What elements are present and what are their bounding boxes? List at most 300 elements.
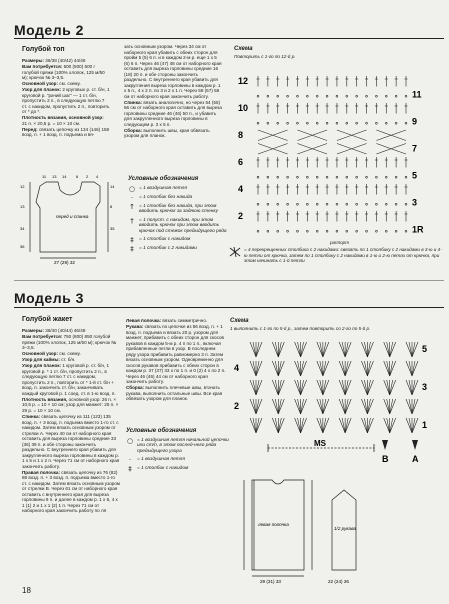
fan-stitch — [323, 380, 326, 395]
chain-stitch — [316, 230, 318, 232]
fan-stitch — [275, 380, 278, 395]
fan-stitch — [364, 418, 367, 433]
fan-stitch — [278, 418, 284, 433]
fan-stitch — [320, 342, 323, 357]
model2-schematic-number: 11 — [42, 174, 47, 179]
stitch-symbol-icon: · — [130, 194, 134, 202]
chain-stitch — [366, 203, 368, 205]
fan-stitch — [342, 418, 345, 433]
chain-stitch — [267, 176, 269, 178]
model2-left-paragraph: Перед: связать цепочку из 134 (146) 158 возд. п. + 1 возд. п. подъема и вя- — [22, 126, 110, 138]
chain-stitch — [395, 230, 397, 232]
fan-stitch — [323, 361, 329, 376]
fan-stitch — [367, 380, 373, 395]
fan-stitch — [278, 342, 284, 357]
chain-stitch — [336, 203, 338, 205]
model3-legend — [126, 438, 232, 475]
model3-arrow-b-label: B — [382, 454, 389, 464]
chain-stitch — [395, 203, 397, 205]
model2-mid-paragraph: Спинка: вязать аналогично, но через 54 (55) 56 см от наборного края оставить для выреза горловины средние 46 (46) 50 п., и убавить для закругленного выреза горловины в следующем р. 3 х 5 п. — [124, 99, 222, 127]
fan-stitch — [275, 418, 278, 433]
model2-legend — [128, 186, 233, 255]
model2-stitch-chart — [236, 62, 436, 242]
chain-stitch — [376, 203, 378, 205]
fan-stitch — [390, 380, 396, 395]
fan-stitch — [390, 380, 393, 395]
fan-stitch — [364, 399, 367, 414]
model3-chart-markers — [262, 438, 442, 468]
model3-sleeve-label: 1/2 рукава — [334, 526, 356, 531]
chain-stitch — [376, 122, 378, 124]
fan-stitch — [298, 342, 301, 357]
chain-stitch — [346, 176, 348, 178]
model2-row-number-right: 3 — [412, 197, 418, 208]
fan-stitch — [387, 399, 390, 414]
fan-stitch — [301, 399, 307, 414]
model2-left-paragraph: Основной узор: см. схему. — [22, 81, 81, 87]
model3-mid-paragraph: Сборка: выполнить плечевые швы, втачать рукава, выполнить остальные швы. Все края обвязать узором для планок. — [126, 385, 223, 402]
model3-legend-item — [126, 457, 232, 463]
chain-stitch — [287, 176, 289, 178]
model3-jacket-schematic — [232, 470, 442, 590]
chain-stitch — [267, 95, 269, 97]
model3-legend-item — [126, 466, 232, 472]
fan-stitch — [278, 380, 284, 395]
chain-stitch — [326, 95, 328, 97]
model2-schematic-number: 13 — [20, 204, 25, 209]
fan-stitch — [317, 418, 323, 433]
chain-stitch — [306, 176, 308, 178]
model2-schematic-number: 2 — [86, 174, 89, 179]
fan-stitch — [278, 399, 281, 414]
fan-stitch — [387, 418, 390, 433]
fan-stitch — [298, 361, 301, 376]
fan-stitch — [361, 380, 367, 395]
model2-legend-text: = 1 воздушная петля — [139, 186, 187, 191]
model2-schematic-number: 35 — [110, 226, 115, 231]
chain-stitch — [326, 203, 328, 205]
fan-stitch — [256, 380, 262, 395]
fan-stitch — [298, 380, 301, 395]
fan-stitch — [320, 418, 323, 433]
fan-stitch — [384, 380, 390, 395]
crossed-stitch-icon — [228, 246, 242, 258]
model3-row-number-left: 2 — [234, 401, 240, 411]
fan-stitch — [367, 418, 373, 433]
fan-stitch — [361, 399, 367, 414]
stitch-symbol-icon: ↑ — [129, 203, 135, 211]
fan-stitch — [367, 342, 370, 357]
model2-left-paragraph: Вам потребуется: 500 (500) 600 г голубой пряжи (100% хлопок, 125 м/50 м); крючок № 3–3,5. — [22, 64, 105, 81]
chain-stitch — [287, 122, 289, 124]
model2-row-number-right: 9 — [412, 116, 418, 127]
chain-stitch — [257, 176, 259, 178]
chain-stitch — [267, 203, 269, 205]
model2-schematic-number: 8 — [110, 204, 113, 209]
fan-stitch — [323, 342, 326, 357]
fan-stitch — [345, 361, 348, 376]
model3-row-number-right: 3 — [422, 382, 428, 392]
model3-legend-title: Условные обозначения — [126, 428, 197, 434]
model2-chart-label: Схема — [234, 46, 253, 52]
model2-text-mid — [124, 44, 222, 152]
chain-stitch — [277, 122, 279, 124]
fan-stitch — [317, 361, 323, 376]
model2-row-number-left: 12 — [238, 76, 249, 86]
model2-schematic-number: 4 — [96, 174, 99, 179]
chain-stitch — [385, 176, 387, 178]
chain-stitch — [356, 95, 358, 97]
fan-stitch — [256, 399, 259, 414]
chain-stitch — [336, 176, 338, 178]
fan-stitch — [250, 342, 256, 357]
fan-stitch — [339, 418, 345, 433]
model2-left-paragraph: Узор для планок: 2 круговых р. ст. б/н, 1 круговой р. "рачий шаг" — 1 ст. б/н, пропустить 2 п., в следующую петлю 7 ст. с накидом, пропустить 2 п., повторить от * до *. — [22, 87, 110, 115]
fan-stitch — [323, 418, 326, 433]
model2-legend-item — [128, 246, 233, 252]
model2-subtitle: Голубой топ — [22, 46, 65, 53]
model3-stitch-chart — [232, 332, 442, 442]
fan-stitch — [387, 380, 390, 395]
model3-chart-caption: 1 выполнить с 1-го по 5-й р., затем повторить со 2-го по 5-й р. — [230, 326, 371, 331]
fan-stitch — [295, 380, 301, 395]
model3-text-mid — [126, 318, 226, 424]
chain-stitch — [395, 176, 397, 178]
fan-stitch — [390, 361, 396, 376]
model2-title-rule — [14, 38, 444, 39]
fan-stitch — [323, 342, 329, 357]
fan-stitch — [406, 418, 412, 433]
model3-left-paragraph: Правая полочка: связать цепочку из 76 (82) 88 возд. п. + 3 возд. п. подъема вместо 1-го ст. с накидом. Затем вязать основным узором от стрелки В. Через 61 см от наборного края оставить с внутреннего края для выреза горловины 9 п. и далее в каждом р. 1 х 6, 4 х 1 (1) 2 и 1 х 1 (2) 1 п. Через 71 см от наборного края закончить работу по ля — [22, 469, 120, 514]
fan-stitch — [367, 399, 373, 414]
model2-legend-text: = 1 полуст. с накидом, при этом вводить крючок при этом вводить крючок под стежок предыдущего ряда — [139, 217, 227, 234]
model2-title: Модель 2 — [14, 22, 84, 38]
chart-stitches — [257, 76, 408, 232]
chain-stitch — [336, 95, 338, 97]
fan-stitch — [409, 342, 412, 357]
fan-stitch — [301, 418, 307, 433]
model3-mid-paragraph: Рукава: связать по цепочке из 56 возд. п. + 1 возд. п. подъема и вязать 20 р. узором для манжет, прибавить с обеих сторон для скосов рукавов в каждом 5-м р. 4 п по 1 п., включая прибавленные петли в узор. В последнем ряду узора прибавить равномерно 3 п. Затем вязать основным узором. Одновременно для скосов рукавов прибавить с обеих сторон в каждом р. 37 (37) 33 х по 1 п. и 0 (2) 4 х по 2 п. Через 46 (46) 44 см от наборного края закончить работу. — [126, 324, 226, 385]
fan-stitch — [409, 418, 412, 433]
fan-stitch — [317, 380, 323, 395]
model3-legend-text: = 1 воздушная петля начальной цепочки или ст/п, в этом послед-него ряда предыдущего узора — [137, 438, 229, 454]
model2-legend-item — [128, 186, 233, 192]
fan-stitch — [275, 361, 278, 376]
chain-stitch — [346, 230, 348, 232]
model2-row-number-left: 6 — [238, 157, 244, 167]
fan-stitch — [364, 361, 367, 376]
fan-stitch — [409, 380, 412, 395]
fan-stitch — [361, 342, 367, 357]
fan-stitch — [345, 399, 348, 414]
chain-stitch — [346, 95, 348, 97]
fan-stitch — [323, 380, 329, 395]
chain-stitch — [326, 230, 328, 232]
model2-row-number-right: 1R — [412, 224, 424, 235]
model2-row-number-left: 10 — [238, 103, 249, 113]
model3-mid-paragraph: Левая полочка: вязать симметрично. — [126, 318, 208, 323]
model3-legend-text: = 1 столбик с накидом — [137, 466, 189, 472]
chain-stitch — [366, 176, 368, 178]
chain-stitch — [257, 230, 259, 232]
fan-stitch — [278, 361, 284, 376]
chain-stitch — [376, 176, 378, 178]
chain-stitch — [257, 122, 259, 124]
fan-stitch — [412, 342, 415, 357]
model3-subtitle: Голубой жакет — [22, 316, 73, 323]
chain-stitch — [306, 230, 308, 232]
fan-stitch — [250, 361, 256, 376]
model2-row-number-right: 7 — [412, 143, 418, 154]
chain-stitch — [336, 122, 338, 124]
model3-ms-label: MS — [314, 439, 326, 448]
chain-stitch — [257, 203, 259, 205]
fan-stitch — [256, 418, 259, 433]
model2-mid-paragraph: зать основным узором. Через 34 см от наборного края убавить с обеих сторон для пройм 5 (5) 6 п. и в каждом 2-м р. еще 1 х 5 (6) 6 п. Через 46 (47) 48 см от наборного края оставить для выреза горловины средние 16 (18) 20 п. и обе стороны закончить раздельно. С внутреннего края убавить для закругления выреза горловины в каждом р. 1 х 5 п., 4 х 2 п. по 3 и 2 х 1 п. Через 58 (57) 58 см от наборного края закончить работу. — [124, 44, 222, 99]
model2-legend-title: Условные обозначения — [128, 176, 199, 182]
model2-left-paragraph: Размеры: 36/38 (40/42) 44/46 — [22, 58, 86, 63]
fan-stitch — [390, 342, 396, 357]
chain-stitch — [405, 122, 407, 124]
chain-stitch — [385, 95, 387, 97]
model3-left-paragraph: Размеры: 36/40 (40/44) 46/48 — [22, 328, 86, 333]
fan-stitch — [320, 380, 323, 395]
fan-stitch — [256, 361, 262, 376]
model3-row-number-right: 1 — [422, 420, 428, 430]
fan-stitch — [390, 399, 396, 414]
fan-stitch — [412, 380, 418, 395]
chain-stitch — [306, 122, 308, 124]
fan-stitch — [256, 342, 259, 357]
model3-left-paragraph: Узор для каймы: ст. б/н. — [22, 357, 76, 363]
chain-stitch — [277, 95, 279, 97]
fan-stitch — [256, 361, 259, 376]
model2-legend-text: = 1 столбик без накида, при этом вводить крючок за заднюю стенку — [139, 204, 219, 215]
stitch-symbol-icon: ‡ — [128, 465, 132, 474]
fan-stitch — [409, 361, 412, 376]
fan-stitch — [301, 361, 304, 376]
fan-stitch — [367, 399, 370, 414]
chain-stitch — [356, 122, 358, 124]
fan-stitch — [384, 342, 390, 357]
chain-stitch — [366, 95, 368, 97]
arrow-a-icon — [412, 440, 418, 450]
fan-stitch — [278, 380, 281, 395]
model2-top-schematic — [18, 168, 118, 268]
model3-arrow-a-label: A — [412, 454, 419, 464]
model2-left-paragraph: Плотность вязания, основной узор: 21 п. × 20,5 р. = 10 × 10 см. — [22, 115, 104, 126]
chain-stitch — [277, 176, 279, 178]
chain-stitch — [336, 230, 338, 232]
chain-stitch — [297, 95, 299, 97]
chain-stitch — [306, 95, 308, 97]
fan-stitch — [339, 399, 345, 414]
model2-legend-item — [128, 218, 233, 234]
model3-back-width-label: 29 (31) 33 — [260, 579, 281, 584]
fan-stitch — [323, 399, 329, 414]
fan-stitch — [412, 361, 418, 376]
fan-stitch — [342, 380, 345, 395]
fan-stitch — [412, 380, 415, 395]
model2-row-number-left: 2 — [238, 211, 244, 221]
fan-stitch — [272, 418, 278, 433]
chain-stitch — [405, 176, 407, 178]
chain-stitch — [297, 203, 299, 205]
fan-stitch — [298, 399, 301, 414]
chain-stitch — [376, 230, 378, 232]
model3-left-paragraph: Спинка: связать цепочку из 111 (123) 135 возд. п. + 3 возд. п. подъема вместо 1-го ст. с накидом. Затем вязать основным узором от стрелки А. Через 40 см от наборного края оставить для выреза горловины средние 33 (36) 39 п. и обе стороны закончить раздельно. С внутреннего края убавить для закругленного выреза горловины в каждом р. 1 х 5 и 1 х 2 п. Через 71 см от наборного края закончить работу. — [22, 414, 120, 469]
fan-stitch — [367, 361, 373, 376]
model2-schematic-number: 13 — [52, 174, 57, 179]
fan-stitch — [390, 418, 393, 433]
model3-title: Модель 3 — [14, 290, 84, 306]
fan-stitch — [253, 399, 256, 414]
model3-text-left — [22, 328, 120, 582]
fan-stitch — [256, 418, 262, 433]
model2-legend-item — [128, 204, 233, 215]
chain-stitch — [356, 203, 358, 205]
fan-stitch — [339, 380, 345, 395]
fan-stitch — [295, 399, 301, 414]
fan-stitch — [339, 342, 345, 357]
fan-stitch — [317, 342, 323, 357]
fan-stitch — [317, 399, 323, 414]
fan-stitch — [253, 418, 256, 433]
model2-row-number-right: 5 — [412, 170, 418, 181]
chain-stitch — [316, 203, 318, 205]
chain-stitch — [316, 176, 318, 178]
fan-stitch — [367, 342, 373, 357]
fan-stitch — [253, 342, 256, 357]
fan-stitch — [412, 342, 418, 357]
fan-stitch — [345, 399, 351, 414]
fan-stitch — [323, 399, 326, 414]
chain-stitch — [297, 122, 299, 124]
fan-stitch — [342, 361, 345, 376]
fan-stitch — [364, 342, 367, 357]
fan-stitch — [253, 380, 256, 395]
fan-stitch — [361, 418, 367, 433]
chain-stitch — [316, 122, 318, 124]
model3-left-paragraph: Вам потребуется: 750 (800) 850 голубой пряжи (100% хлопок, 125 м/50 м); крючок № 3–3,5. — [22, 334, 117, 351]
model3-left-paragraph: Узор для планок: 1 круговой р. ст. б/н, 1 круговой р. * 1 ст. б/н, пропустить 2 п., в следующую петлю 7 ст. с накидом, пропустить 2 п., повторить от * 1-й ст. б/н + возд. п. закончить ст. б/н, заканчивать каждый круговой р. 1 соед. ст. в 1-ю возд. п. — [22, 363, 116, 396]
stitch-symbol-icon: † — [130, 216, 134, 225]
fan-stitch — [301, 418, 304, 433]
fan-stitch — [387, 361, 390, 376]
model3-left-paragraph: Основной узор: см. схему. — [22, 351, 81, 357]
chain-stitch — [366, 230, 368, 232]
fan-stitch — [278, 342, 281, 357]
fan-stitch — [361, 361, 367, 376]
fan-stitch — [295, 342, 301, 357]
fan-stitch — [406, 342, 412, 357]
chain-stitch — [405, 203, 407, 205]
chain-stitch — [376, 95, 378, 97]
model3-left-paragraph: Плотность вязания, основной узор: 26 п. × 10,5 р. = 10 × 10 см; узор для манжет: 25 п. × 29 р. = 10 × 10 см. — [22, 396, 119, 413]
fan-stitch — [390, 342, 393, 357]
fan-stitch — [272, 380, 278, 395]
model3-chart-label: Схема — [230, 318, 249, 324]
fan-stitch — [323, 418, 329, 433]
chain-stitch — [385, 122, 387, 124]
fan-stitch — [301, 342, 307, 357]
fan-stitch — [345, 342, 348, 357]
chain-stitch — [356, 176, 358, 178]
chain-stitch — [385, 203, 387, 205]
chain-stitch — [326, 122, 328, 124]
chain-stitch — [395, 95, 397, 97]
fan-stitch — [256, 342, 262, 357]
model3-legend-item — [126, 438, 232, 454]
fan-stitch — [272, 342, 278, 357]
model2-row-number-left: 8 — [238, 130, 244, 140]
fan-stitch — [301, 399, 304, 414]
fan-stitch — [320, 361, 323, 376]
chain-stitch — [395, 122, 397, 124]
fan-stitch — [412, 418, 418, 433]
arrow-b-icon — [382, 440, 388, 450]
page-number: 18 — [22, 586, 31, 595]
fan-stitch — [301, 380, 304, 395]
fan-stitch — [250, 399, 256, 414]
section-divider — [14, 280, 444, 281]
fan-stitch — [295, 361, 301, 376]
fan-stitch — [390, 418, 396, 433]
fan-stitch — [301, 342, 304, 357]
chain-stitch — [277, 203, 279, 205]
chain-stitch — [326, 176, 328, 178]
model2-text-left — [22, 58, 110, 168]
chain-stitch — [346, 203, 348, 205]
fan-stitch — [412, 361, 415, 376]
fan-stitch — [345, 418, 351, 433]
fan-stitch — [412, 399, 415, 414]
chart-stitches — [250, 342, 418, 433]
model2-legend-text: = 1 столбик без накида — [139, 195, 193, 200]
fan-stitch — [406, 380, 412, 395]
fan-stitch — [272, 361, 278, 376]
model2-schematic-number: 14 — [110, 184, 115, 189]
fan-stitch — [367, 380, 370, 395]
model2-row-number-right: 11 — [412, 89, 422, 100]
fan-stitch — [406, 361, 412, 376]
fan-stitch — [345, 380, 348, 395]
model3-legend-text: = 1 воздушная петля — [137, 457, 185, 463]
model2-chart-caption: Повторить с 1-го по 12-й р. — [234, 54, 296, 59]
stitch-symbol-icon: ○ — [126, 437, 134, 445]
fan-stitch — [278, 418, 281, 433]
fan-stitch — [387, 342, 390, 357]
fan-stitch — [295, 418, 301, 433]
fan-stitch — [367, 418, 370, 433]
chain-stitch — [287, 95, 289, 97]
fan-stitch — [345, 342, 351, 357]
fan-stitch — [345, 418, 348, 433]
model2-legend-text: = 1 столбик с 2 накидами — [139, 246, 197, 252]
fan-stitch — [278, 399, 284, 414]
model3-row-number-right: 5 — [422, 344, 428, 354]
chain-stitch — [297, 230, 299, 232]
fan-stitch — [278, 361, 281, 376]
model3-left-front-label: левая полочка — [258, 522, 289, 527]
fan-stitch — [256, 380, 259, 395]
model2-width-label: 27 (29) 32 — [54, 260, 75, 265]
stitch-symbol-icon: ‡ — [130, 236, 134, 245]
fan-stitch — [272, 399, 278, 414]
fan-stitch — [320, 399, 323, 414]
model2-schematic-number: 6 — [76, 174, 79, 179]
chain-stitch — [267, 230, 269, 232]
